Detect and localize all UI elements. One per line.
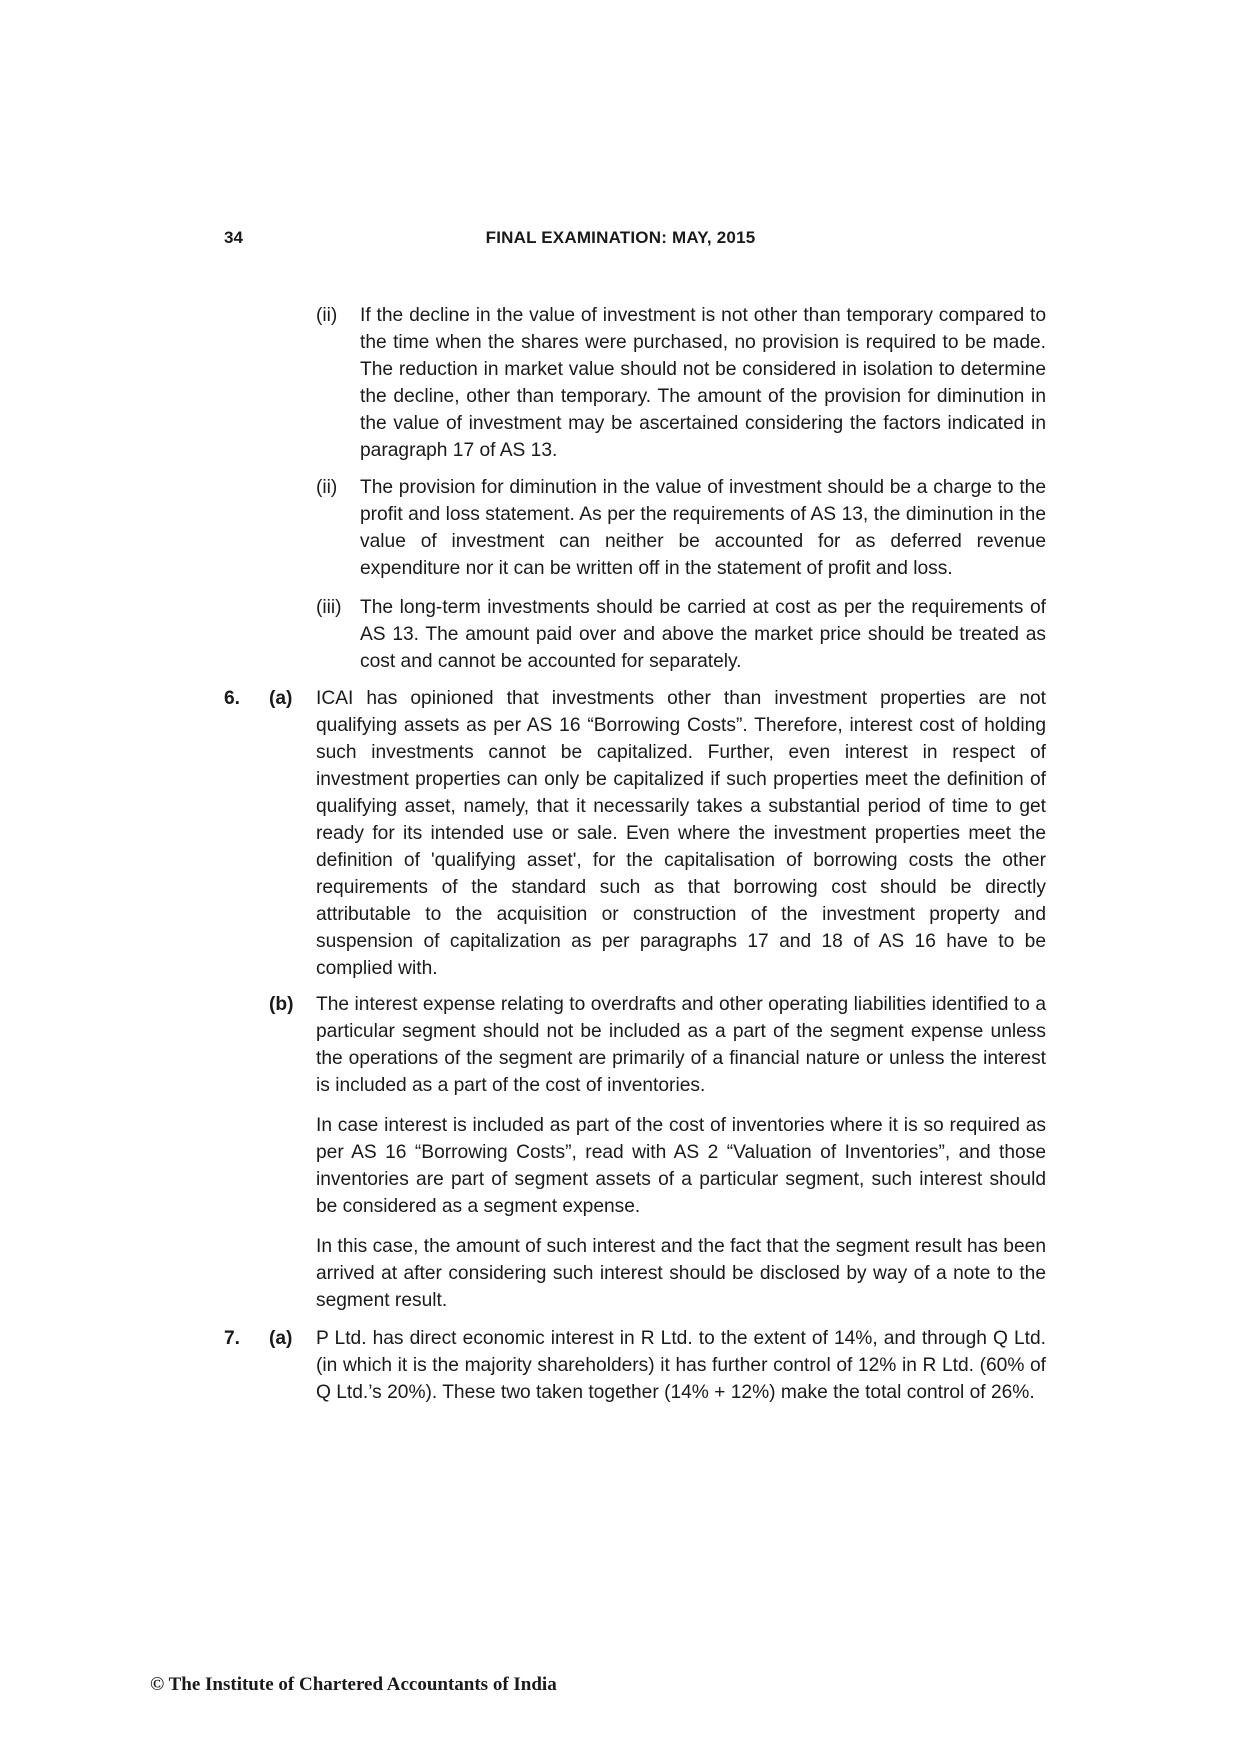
answer-text: In case interest is included as part of the cost of inventories where it is so required as per AS 16 “Borrowing Costs”, read with AS 2 “Valuation of Inventories”, and those inventories are part of segment assets of a particular segment, such interest should be considered as a segment expense. xyxy=(316,1115,1046,1217)
copyright-footer: © The Institute of Chartered Accountants of India xyxy=(150,1674,557,1695)
question-part-label: (a) xyxy=(269,1328,293,1349)
answer-text: ICAI has opinioned that investments other than investment properties are not qualifying assets as per AS 16 “Borrowing Costs”. Therefore, interest cost of holding such investments cannot be capitalized. Further, even interest in respect of investment properties can only be capitalized if such properties meet the definition of qualifying asset, namely, that it necessarily takes a substantial period of time to get ready for its intended use or sale. Even where the investment properties meet the definition of 'qualifying asset', for the capitalisation of borrowing costs the other requirements of the standard such as that borrowing cost should be directly attributable to the acquisition or construction of the investment property and suspension of capitalization as per paragraphs 17 and 18 of AS 16 have to be complied with. xyxy=(316,688,1046,979)
question-number: 7. xyxy=(224,1328,241,1349)
item-marker: (ii) xyxy=(316,477,338,498)
question-part-label: (b) xyxy=(269,994,294,1015)
question-number: 6. xyxy=(224,688,241,709)
question-part-label: (a) xyxy=(269,688,293,709)
page-number: 34 xyxy=(224,228,243,247)
item-text: The provision for diminution in the value of investment should be a charge to the profit and loss statement. As per the requirements of AS 13, the diminution in the value of investment can neither be accounted for as deferred revenue expenditure nor it can be written off in the statement of profit and loss. xyxy=(360,477,1046,579)
running-head: FINAL EXAMINATION: MAY, 2015 xyxy=(485,228,756,247)
answer-text: In this case, the amount of such interest and the fact that the segment result has been arrived at after considering such interest should be disclosed by way of a note to the segment result. xyxy=(316,1236,1046,1311)
item-text: If the decline in the value of investment is not other than temporary compared to the time when the shares were purchased, no provision is required to be made. The reduction in market value should not be considered in isolation to determine the decline, other than temporary. The amount of the provision for diminution in the value of investment may be ascertained considering the factors indicated in paragraph 17 of AS 13. xyxy=(360,305,1046,461)
item-marker: (iii) xyxy=(316,597,342,618)
item-text: The long-term investments should be carried at cost as per the requirements of AS 13. The amount paid over and above the market price should be treated as cost and cannot be accounted for separately. xyxy=(360,597,1046,672)
answer-text: P Ltd. has direct economic interest in R Ltd. to the extent of 14%, and through Q Ltd. (in which it is the majority shareholders) it has further control of 12% in R Ltd. (60% of Q Ltd.’s 20%). These two taken together (14% + 12%) make the total control of 26%. xyxy=(316,1328,1046,1403)
answer-text: The interest expense relating to overdrafts and other operating liabilities identified to a particular segment should not be included as a part of the segment expense unless the operations of the segment are primarily of a financial nature or unless the interest is included as a part of the cost of inventories. xyxy=(316,994,1046,1096)
item-marker: (ii) xyxy=(316,305,338,326)
